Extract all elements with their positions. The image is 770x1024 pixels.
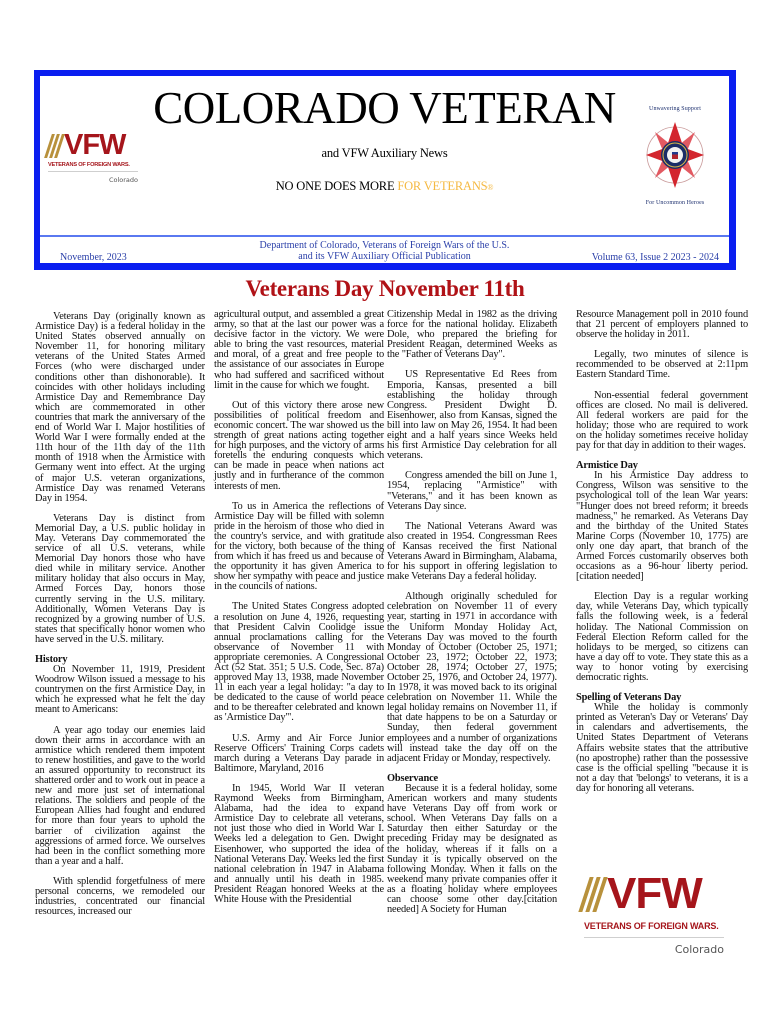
emblem-top-text: Unwavering Support: [649, 106, 701, 112]
article-paragraph: Veterans Day is distinct from Memorial Day, a U.S. public holiday in May. Veterans Day commemorated the service of all U.S. veterans, while Memorial Day honors those who have died while in military service. Another military holiday that also occurs in May, Armed Forces Day, honors those currently serving in the U.S. military. Additionally, Women Veterans Day is recognized by a growing number of U.S. states that specifically honor women who have served in the U.S. military.: [35, 512, 205, 645]
article-paragraph: US Representative Ed Rees from Emporia, Kansas, presented a bill establishing the holiday through Congress. President Dwight D. Eisenhower, also from Kansas, signed the bill into law on May 26, 1954. It had been eight and a half years since Weeks held his first Armistice Day celebration for all veterans.: [387, 369, 557, 462]
registered-mark: ®: [487, 183, 494, 192]
masthead: [34, 70, 736, 270]
article-paragraph: To us in America the reflections of Armistice Day will be filled with solemn pride in the heroism of those who died in the country's service, and with gratitude for the victory, both because of the thing from which it has freed us and because of the opportunity it has given America to show her sympathy with peace and justice in the councils of nations.: [214, 500, 384, 593]
vfw-letters: VFW: [607, 869, 702, 918]
vfw-logo-rule: [48, 171, 138, 172]
article-paragraph: Veterans Day (originally known as Armistice Day) is a federal holiday in the United States observed annually on November 11, for honoring military veterans of the United States Armed Forces (who were discharged under conditions other than dishonorable). It coincides with other holidays including Armistice Day and Remembrance Day which are commemorated in other countries that mark the anniversary of the end of World War I. Major hostilities of World War I were formally ended at the 11th hour of the 11th day of the 11th month of 1918 when the Armistice with Germany went into effect. At the urging of major U.S. veteran organizations, Armistice Day was renamed Veterans Day in 1954.: [35, 311, 205, 504]
article-headline: Veterans Day November 11th: [245, 276, 525, 301]
article-column-2: [214, 310, 384, 915]
article-paragraph: agricultural output, and assembled a great army, so that at the last our power was a decisive factor in the victory. We were able to bring the vast resources, material and moral, of a great and free people to the assistance of our associates in Europe who had suffered and sacrificed without limit in the cause for which we fought.: [214, 309, 384, 391]
article-column-4: [576, 310, 748, 804]
article-paragraph: Non-essential federal government offices are closed. No mail is delivered. All federal workers are paid for the holiday; those who are required to work on the holiday sometimes receive holiday pay for that day in addition to their wages.: [576, 389, 748, 452]
vfw-tagline: VETERANS OF FOREIGN WARS.: [584, 921, 719, 931]
publication-subtitle: and VFW Auxiliary News: [321, 146, 448, 160]
article-paragraph: Although originally scheduled for celebration on November 11 of every year, starting in 1971 in accordance with the Uniform Monday Holiday Act, Veterans Day was moved to the fourth Monday of October (October 25, 1971; October 23, 1972; October 22, 1973; October 28, 1974; October 27, 1975; October 25, 1976, and October 24, 1977). In 1978, it was moved back to its original celebration on November 11. While the legal holiday remains on November 11, if that date happens to be on a Saturday or Sunday, then federal government employees and a number of organizations will instead take the day off on the adjacent Friday or Monday, respectively.: [387, 591, 557, 764]
article-paragraph: The National Veterans Award was also created in 1954. Congressman Rees of Kansas received the first National Veterans Award in Birmingham, Alabama, for his support in offering legislation to make Veterans Day a federal holiday.: [387, 520, 557, 583]
article-paragraph: On November 11, 1919, President Woodrow Wilson issued a message to his countrymen on the first Armistice Day, in which he expressed what he felt the day meant to Americans:: [35, 664, 205, 716]
article-paragraph: With splendid forgetfulness of mere personal concerns, we remodeled our industries, concentrated our financial resources, increased our: [35, 875, 205, 918]
article-paragraph: A year ago today our enemies laid down their arms in accordance with an armistice which rendered them impotent to renew hostilities, and gave to the world an assured opportunity to reconstruct its shattered order and to work out in peace a new and more just set of international relations. The soldiers and people of the European Allies had fought and endured for more than four years to uphold the barrier of civilization against the aggressions of armed force. We ourselves had been in the conflict something more than a year and a half.: [35, 724, 205, 867]
article-paragraph: Out of this victory there arose new possibilities of political freedom and economic concert. The war showed us the strength of great nations acting together for high purposes, and the victory of arms foretells the enduring conquests which can be made in peace when nations act justly and in furtherance of the common interests of men.: [214, 399, 384, 492]
section-heading: Armistice Day: [576, 460, 638, 472]
vfw-state: Colorado: [108, 176, 138, 184]
article-paragraph: Because it is a federal holiday, some American workers and many students have Veterans Day off from work or school. When Veterans Day falls on a Saturday then either Saturday or the preceding Friday may be designated as the holiday, whereas if it falls on a Sunday it is typically observed on the following Monday. When it falls on the weekend many private companies offer it as a floating holiday where employees can choose some other day.[citation needed] A Society for Human: [387, 782, 557, 916]
publication-title: COLORADO VETERAN: [153, 83, 616, 133]
vfw-logo-mark: [584, 869, 702, 918]
section-heading: Observance: [387, 772, 439, 784]
article-paragraph: Legally, two minutes of silence is recommended to be observed at 2:11pm Eastern Standard Time.: [576, 349, 748, 381]
article-column-3: [387, 310, 557, 925]
vfw-logo-footer: [584, 869, 724, 956]
vfw-gold-bars-icon: [584, 877, 605, 912]
volume-issue: Volume 63, Issue 2 2023 - 2024: [591, 252, 719, 263]
section-heading: Spelling of Veterans Day: [576, 692, 682, 704]
auxiliary-cross-emblem-icon: [645, 118, 705, 192]
article-paragraph: Congress amended the bill on June 1, 1954, replacing "Armistice" with "Veterans," and it has been known as Veterans Day since.: [387, 470, 557, 512]
article-paragraph: In his Armistice Day address to Congress, Wilson was sensitive to the psychological toll of the lean War years: "Hunger does not breed reform; it breeds madness," he remarked. As Veterans Day and the birthday of the United States Marine Corps (November 10, 1775) are only one day apart, that branch of the Armed Forces customarily observes both occasions as a 96-hour liberty period.[citation needed]: [576, 470, 748, 583]
department-line-1: Department of Colorado, Veterans of Foreign Wars of the U.S.: [259, 240, 510, 251]
section-heading: History: [35, 654, 68, 665]
article-paragraph: Citizenship Medal in 1982 as the driving force for the national holiday. Elizabeth Dole, who prepared the briefing for President Reagan, determined Weeks as the "Father of Veterans Day".: [387, 309, 557, 361]
emblem-bottom-text: For Uncommon Heroes: [645, 200, 705, 206]
slogan-accent: FOR VETERANS: [397, 179, 488, 193]
article-paragraph: Resource Management poll in 2010 found that 21 percent of employers planned to observe the holiday in 2011.: [576, 309, 748, 341]
vfw-letters: VFW: [64, 129, 126, 161]
issue-date: November, 2023: [60, 252, 127, 263]
article-column-1: [35, 312, 205, 927]
auxiliary-emblem: [625, 106, 725, 206]
article-paragraph: While the holiday is commonly printed as Veteran's Day or Veterans' Day in calendars and advertisements, the United States Department of Veterans Affairs website states that the attributive (no apostrophe) rather than the possessive case is the official spelling "because it is not a day that 'belongs' to veterans, it is a day for honoring all veterans.: [576, 702, 748, 794]
vfw-logo-rule: [584, 937, 724, 938]
department-line-2: and its VFW Auxiliary Official Publication: [298, 251, 471, 262]
article-paragraph: The United States Congress adopted a resolution on June 4, 1926, requesting that President Calvin Coolidge issue annual proclamations calling for the observance of November 11 with appropriate ceremonies. A Congressional Act (52 Stat. 351; 5 U.S. Code, Sec. 87a) approved May 13, 1938, made November 11 in each year a legal holiday: "a day to be dedicated to the cause of world peace and to be thereafter celebrated and known as 'Armistice Day'".: [214, 601, 384, 724]
slogan-prefix: NO ONE DOES MORE: [275, 179, 398, 193]
article-paragraph: Election Day is a regular working day, while Veterans Day, which typically falls the following week, is a federal holiday. The National Commission on Federal Election Reform called for the holidays to be merged, so citizens can have a day off to vote. They state this as a way to honor voting by exercising democratic rights.: [576, 591, 748, 683]
vfw-state: Colorado: [674, 943, 724, 956]
vfw-tagline: VETERANS OF FOREIGN WARS.: [48, 162, 130, 168]
article-paragraph: In 1945, World War II veteran Raymond Weeks from Birmingham, Alabama, had the idea to expand Armistice Day to celebrate all veterans, not just those who died in World War I. Weeks led a delegation to Gen. Dwight Eisenhower, who supported the idea of National Veterans Day. Weeks led the first national celebration in 1947 in Alabama and annually until his death in 1985. President Reagan honored Weeks at the White House with the Presidential: [214, 782, 384, 905]
masthead-divider: [40, 235, 729, 237]
article-paragraph: U.S. Army and Air Force Junior Reserve Officers' Training Corps cadets march during a Veterans Day parade in Baltimore, Maryland, 2016: [214, 732, 384, 774]
